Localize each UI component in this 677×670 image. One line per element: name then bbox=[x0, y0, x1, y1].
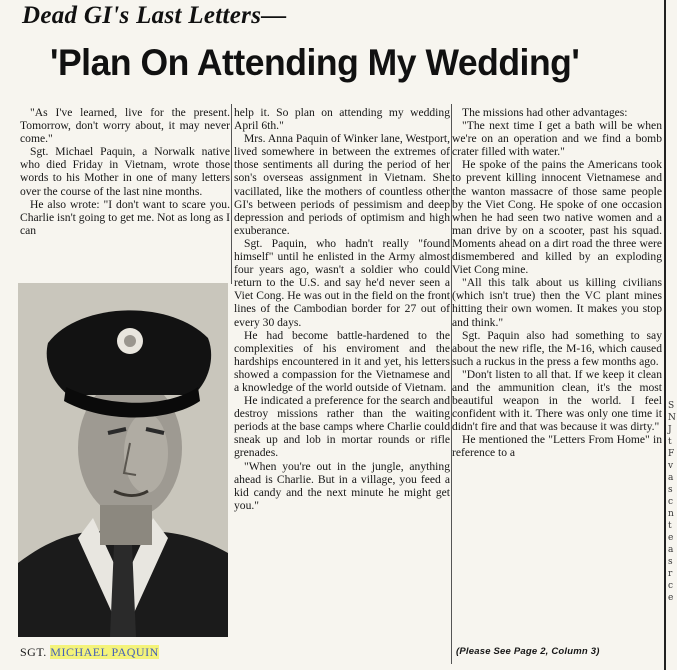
article-column-1 bbox=[20, 106, 230, 237]
adjacent-column-fragment bbox=[668, 400, 677, 604]
adjacent-column-letter: e bbox=[668, 533, 674, 543]
adjacent-column-letter: a bbox=[668, 473, 674, 483]
paragraph: "Don't listen to all that. If we keep it clean and the ammunition clean, it's the most beautiful weapon in the world. I feel confident with it. There was only one time it didn't fire and that was because it was dirty." bbox=[452, 367, 662, 434]
adjacent-column-letter: c bbox=[668, 581, 674, 591]
paragraph: Sgt. Michael Paquin, a Norwalk native who died Friday in Vietnam, wrote those words to his Mother in one of many letters over the course of the last nine months. bbox=[20, 145, 230, 198]
column-rule-right bbox=[664, 0, 666, 670]
soldier-portrait-photo bbox=[18, 283, 228, 637]
paragraph: "When you're out in the jungle, anything ahead is Charlie. But in a village, you feed a kid candy and the next minute he might get you." bbox=[234, 459, 450, 512]
adjacent-column-letter: F bbox=[668, 449, 675, 459]
paragraph: help it. So plan on attending my wedding April 6th." bbox=[234, 106, 450, 133]
adjacent-column-letter: S bbox=[668, 401, 675, 411]
article-column-3 bbox=[452, 106, 662, 460]
adjacent-column-letter: s bbox=[668, 557, 673, 567]
paragraph: "All this talk about us killing civilians (which isn't true) then the VC plant mines hitting their own women. It makes you stop and think." bbox=[452, 276, 662, 329]
kicker-headline: Dead GI's Last Letters— bbox=[22, 2, 287, 29]
paragraph: Sgt. Paquin, who hadn't really "found himself" until he enlisted in the Army almost four years ago, wasn't a soldier who could return to the U.S. and say he'd never seen a Viet Cong. He was out in the field on the front lines of the Cambodian border for 27 out of every 30 days. bbox=[234, 236, 450, 329]
paragraph: "As I've learned, live for the present. Tomorrow, don't worry about, it may never come." bbox=[20, 106, 230, 146]
caption-prefix: SGT. bbox=[20, 645, 47, 659]
adjacent-column-letter: v bbox=[668, 461, 674, 471]
adjacent-column-letter: e bbox=[668, 593, 674, 603]
paragraph: He also wrote: "I don't want to scare you. Charlie isn't going to get me. Not as long as I can bbox=[20, 197, 230, 237]
main-headline: 'Plan On Attending My Wedding' bbox=[50, 42, 580, 83]
paragraph: Sgt. Paquin also had something to say about the new rifle, the M-16, which caused such a ruckus in the press a few months ago. bbox=[452, 328, 662, 368]
adjacent-column-letter: a bbox=[668, 545, 674, 555]
paragraph: Mrs. Anna Paquin of Winker lane, Westport, lived somewhere in between the extremes of those sentiments all during the period of her son's overseas assignment in Vietnam. She vacillated, like the mothers of countless other GI's between periods of pessimism and deep depression and periods of optimism and high exuberance. bbox=[234, 132, 450, 237]
adjacent-column-letter: t bbox=[668, 521, 672, 531]
adjacent-column-letter: t bbox=[668, 437, 672, 447]
paragraph: The missions had other advantages: bbox=[462, 106, 628, 119]
continuation-line: (Please See Page 2, Column 3) bbox=[456, 646, 600, 657]
photo-caption bbox=[20, 645, 159, 660]
paragraph: "The next time I get a bath will be when we're on an operation and we find a bomb crater filled with water." bbox=[452, 119, 662, 159]
soldier-portrait-image bbox=[18, 283, 228, 637]
adjacent-column-letter: r bbox=[668, 569, 673, 579]
paragraph: He spoke of the pains the Americans took to prevent killing innocent Vietnamese and the wanton massacre of those same people by the Viet Cong. He spoke of one occasion when he had seen two native women and a man drive by on a scooter, past his squad. Moments ahead on a dirt road the three were dismembered and killed by an exploding Viet Cong mine. bbox=[452, 158, 662, 277]
column-divider bbox=[231, 104, 232, 284]
caption-name-highlight: MICHAEL PAQUIN bbox=[50, 645, 159, 659]
paragraph: He had become battle-hardened to the complexities of his enviroment and the hardships encountered in it and yet, his letters showed a compassion for the Vietnamese and a knowledge of the world outside of Vietnam. bbox=[234, 328, 450, 394]
paragraph: He indicated a preference for the search and destroy missions rather than the waiting periods at the base camps where Charlie could sneak up and lob in mortar rounds or rifle grenades. bbox=[234, 394, 450, 460]
adjacent-column-letter: s bbox=[668, 485, 673, 495]
adjacent-column-letter: c bbox=[668, 497, 674, 507]
paragraph: He mentioned the "Letters From Home" in reference to a bbox=[452, 433, 662, 460]
adjacent-column-letter: n bbox=[668, 509, 674, 519]
adjacent-column-letter: J bbox=[668, 425, 672, 435]
article-column-2 bbox=[234, 106, 450, 512]
adjacent-column-letter: N bbox=[668, 413, 676, 423]
